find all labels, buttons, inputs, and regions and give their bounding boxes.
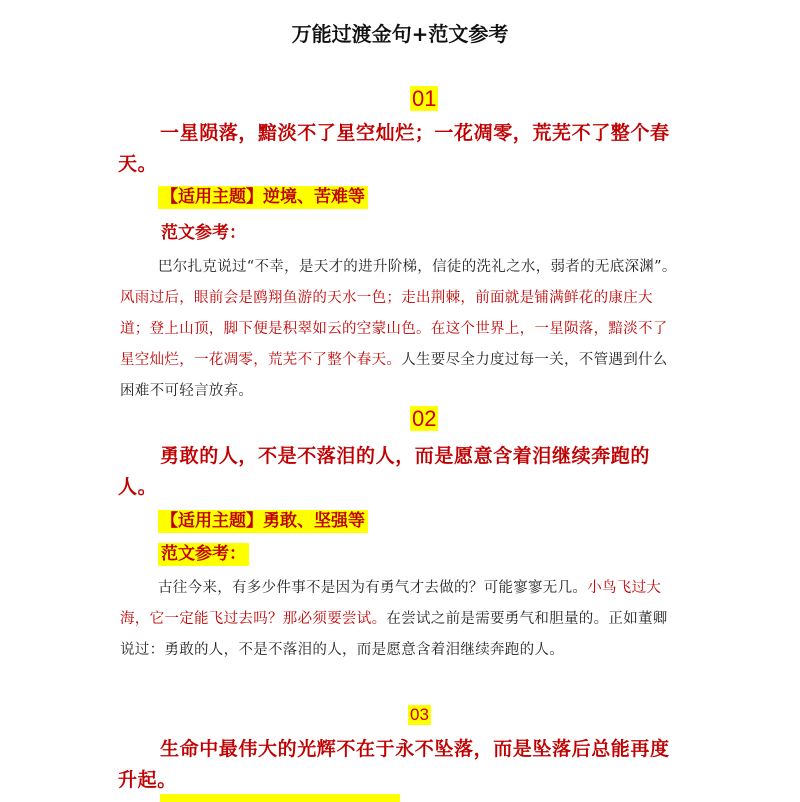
theme-tag-highlight-cut: [160, 794, 400, 802]
reference-highlight-sentence: 小鸟飞过大海，它一定能飞过去吗？那必须要尝试。: [120, 580, 662, 627]
reference-sentence: 巴尔扎克说过“不幸，是天才的进升阶梯，信徒的洗礼之水，弱者的无底深渊”。: [158, 259, 677, 275]
section-number-02: 02: [412, 406, 437, 431]
reference-label-02: 范文参考：: [158, 543, 249, 566]
golden-quote-01: 一星陨落，黯淡不了星空灿烂；一花凋零，荒芜不了整个春天。: [118, 122, 670, 175]
reference-sentence: 在尝试之前是需要勇气和胆量的。正如董卿说过：勇敢的人，不是不落泪的人，而是愿意含着泪继续奔跑的人。: [120, 611, 668, 658]
reference-sentence: 人生要尽全力度过每一关，不管遇到什么困难不可轻言放弃。: [120, 352, 668, 399]
reference-text-02: [120, 573, 680, 666]
theme-tag-01: 【适用主题】逆境、苦难等: [158, 186, 368, 209]
reference-text-01: [120, 252, 680, 407]
golden-quote-03: 生命中最伟大的光辉不在于永不坠落，而是坠落后总能再度升起。: [118, 738, 670, 791]
reference-label-01: 范文参考：: [161, 223, 246, 243]
section-number-03: 03: [410, 705, 429, 724]
reference-sentence: 古往今来，有多少件事不是因为有勇气才去做的？可能寥寥无几。: [158, 580, 588, 596]
reference-highlight-sentence: 风雨过后，眼前会是鸥翔鱼游的天水一色；走出荆棘，前面就是铺满鲜花的康庄大道；登上山顶，脚下便是积翠如云的空蒙山色。在这个世界上，一星陨落，黯淡不了星空灿烂，一花凋零，荒芜不了整个春天。: [120, 290, 668, 368]
golden-quote-02: 勇敢的人，不是不落泪的人，而是愿意含着泪继续奔跑的人。: [118, 445, 651, 498]
section-number-01: 01: [412, 86, 437, 111]
page-title: 万能过渡金句+范文参考: [291, 22, 509, 46]
theme-tag-02: 【适用主题】勇敢、坚强等: [158, 510, 368, 533]
